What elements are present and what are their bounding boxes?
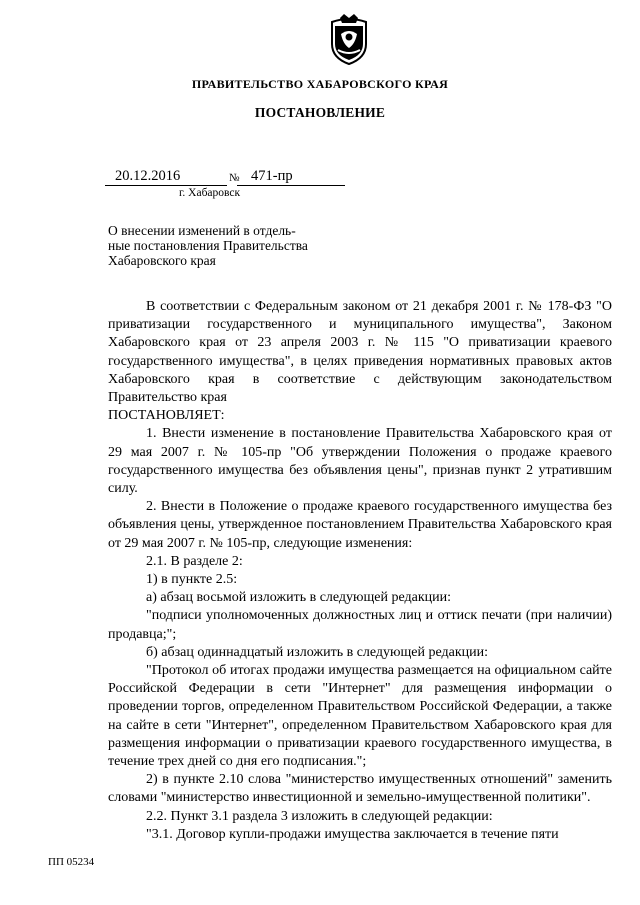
document-type-title: ПОСТАНОВЛЕНИЕ [254,105,386,120]
paragraph: 2. Внести в Положение о продаже краевого государственного имущества без объявления цены, утвержденное постановлением Правительства Хабаровского края от 29 мая 2007 г. № 105-пр, следующие изменения: [108,499,612,551]
paragraph: 1) в пункте 2.5: [146,572,238,588]
footer-document-code: ПП 05234 [48,856,95,868]
paragraph: 2.2. Пункт 3.1 раздела 3 изложить в следующей редакции: [146,808,493,824]
paragraph: 2.1. В разделе 2: [146,553,243,569]
paragraph: 2) в пункте 2.10 слова "министерство имущественных отношений" заменить словами "министерство инвестиционной и земельно-имущественной политики". [108,772,612,806]
document-date: 20.12.2016 [105,168,227,186]
coat-of-arms-emblem [328,14,370,66]
number-sign: № [229,172,240,184]
paragraph: 1. Внести изменение в постановление Правительства Хабаровского края от 29 мая 2007 г. № 105-пр "Об утверждении Положения о продаже краевого государственного имущества без объявления цены", признав пункт 2 утратившим силу. [108,426,612,497]
document-city: г. Хабаровск [179,187,241,199]
subject-line: Хабаровского края [108,253,216,268]
paragraph: а) абзац восьмой изложить в следующей редакции: [146,590,452,606]
document-subject [108,223,338,268]
government-title: ПРАВИТЕЛЬСТВО ХАБАРОВСКОГО КРАЯ [191,77,449,91]
paragraph: "3.1. Договор купли-продажи имущества заключается в течение пяти [146,826,559,842]
subject-line: ные постановления Правительства [108,238,308,253]
document-number: 471-пр [237,168,345,186]
subject-line: О внесении изменений в отдель- [108,223,296,238]
resolution-keyword: ПОСТАНОВЛЯЕТ: [108,408,225,424]
paragraph: В соответствии с Федеральным законом от 21 декабря 2001 г. № 178-ФЗ "О приватизации государственного и муниципального имущества", Законом Хабаровского края от 23 апреля 2003 г. № 115 "О приватизации краевого государственного имущества", в целях приведения нормативных правовых актов Хабаровского края в соответствие с действующим законодательством Правительство края [108,299,612,406]
paragraph: "Протокол об итогах продажи имущества размещается на официальном сайте Российской Федерации в сети "Интернет" для размещения информации о проведении торгов, определенном Правительством Российской Федерации, а также на сайте в сети "Интернет", определенном Правительством Хабаровского края для размещения информации о приватизации краевого государственного имущества, в течение трех дней со дня его подписания."; [108,663,612,770]
paragraph: "подписи уполномоченных должностных лиц и оттиск печати (при наличии) продавца;"; [108,608,612,642]
document-body [108,298,612,844]
paragraph: б) абзац одиннадцатый изложить в следующей редакции: [146,644,489,660]
